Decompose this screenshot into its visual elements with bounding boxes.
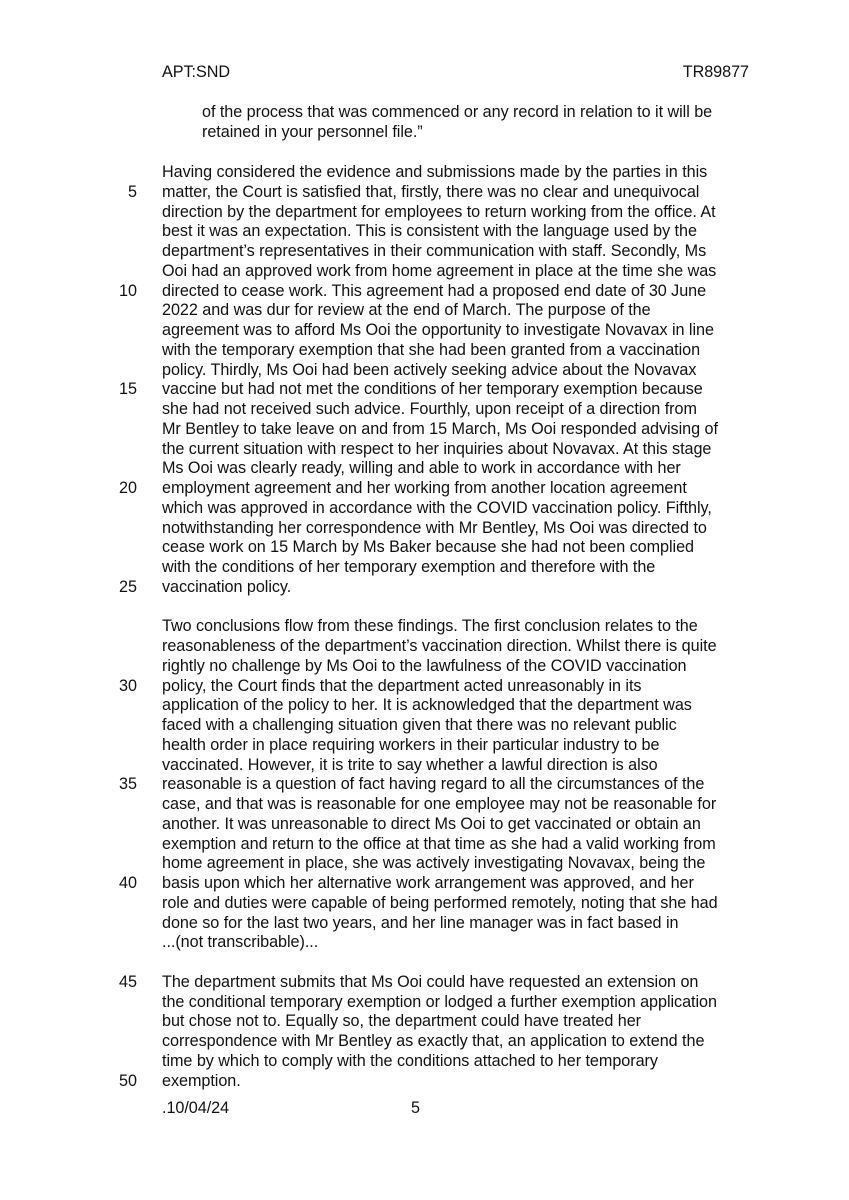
transcript-line: directed to cease work. This agreement had a proposed end date of 30 June: [162, 281, 707, 300]
transcript-line: notwithstanding her correspondence with Mr Bentley, Ms Ooi was directed to: [162, 518, 707, 537]
transcript-line: vaccine but had not met the conditions of her temporary exemption because: [162, 380, 703, 399]
transcript-line: The department submits that Ms Ooi could have requested an extension on: [162, 972, 699, 991]
transcript-line: exemption and return to the office at that time as she had a valid working from: [162, 834, 716, 853]
transcript-line: best it was an expectation. This is consistent with the language used by the: [162, 222, 697, 241]
line-number: 30: [118, 676, 137, 695]
header-case-code: APT:SND: [162, 63, 231, 81]
transcript-line: faced with a challenging situation given that there was no relevant public: [162, 716, 677, 734]
transcript-line: vaccinated. However, it is trite to say whether a lawful direction is also: [162, 755, 658, 774]
transcript-line: time by which to comply with the conditions attached to her temporary: [162, 1051, 658, 1070]
line-number: 10: [118, 281, 137, 300]
line-number: 35: [118, 775, 137, 794]
transcript-line: rightly no challenge by Ms Ooi to the lawfulness of the COVID vaccination: [162, 656, 687, 675]
page-number: 5: [411, 1099, 420, 1117]
transcript-line: Having considered the evidence and submissions made by the parties in this: [162, 163, 708, 181]
header-transcript-id: TR89877: [682, 63, 749, 81]
transcript-line: done so for the last two years, and her line manager was in fact based in: [162, 913, 679, 932]
transcript-line: reasonableness of the department’s vaccination direction. Whilst there is quite: [162, 637, 717, 655]
transcript-line: but chose not to. Equally so, the department could have treated her: [162, 1012, 641, 1031]
transcript-line: policy, the Court finds that the department acted unreasonably in its: [162, 676, 642, 695]
transcript-line: Ooi had an approved work from home agreement in place at the time she was: [162, 261, 717, 280]
line-number: 50: [118, 1071, 137, 1090]
transcript-line: with the conditions of her temporary exemption and therefore with the: [162, 558, 656, 576]
transcript-line: exemption.: [162, 1071, 241, 1090]
transcript-line: vaccination policy.: [162, 577, 292, 596]
transcript-line: employment agreement and her working from another location agreement: [162, 479, 687, 497]
transcript-line: policy. Thirdly, Ms Ooi had been actively seeking advice about the Novavax: [162, 360, 697, 379]
transcript-line: Ms Ooi was clearly ready, willing and able to work in accordance with her: [162, 459, 681, 478]
transcript-line: reasonable is a question of fact having regard to all the circumstances of the: [162, 775, 705, 794]
transcript-line: direction by the department for employees to return working from the office. At: [162, 202, 716, 221]
line-number: 20: [118, 479, 137, 497]
transcript-line: she had not received such advice. Fourthly, upon receipt of a direction from: [162, 400, 697, 418]
line-number: 25: [118, 577, 137, 596]
transcript-line: the conditional temporary exemption or lodged a further exemption application: [162, 992, 717, 1011]
transcript-line: health order in place requiring workers in their particular industry to be: [162, 735, 660, 754]
transcript-line: home agreement in place, she was actively investigating Novavax, being the: [162, 854, 706, 873]
transcript-line: cease work on 15 March by Ms Baker because she had not been complied: [162, 538, 694, 557]
transcript-line: basis upon which her alternative work arrangement was approved, and her: [162, 874, 694, 892]
quote-line: of the process that was commenced or any record in relation to it will be: [202, 103, 713, 121]
transcript-line: the current situation with respect to her inquiries about Novavax. At this stage: [162, 439, 712, 458]
transcript-line: role and duties were capable of being performed remotely, noting that she had: [162, 893, 718, 912]
line-number: 40: [118, 874, 137, 892]
transcript-line: another. It was unreasonable to direct Ms Ooi to get vaccinated or obtain an: [162, 814, 701, 833]
transcript-line: department’s representatives in their communication with staff. Secondly, Ms: [162, 242, 707, 260]
transcript-line: Two conclusions flow from these findings. The first conclusion relates to the: [162, 617, 698, 636]
transcript-line: ...(not transcribable)...: [162, 933, 319, 952]
transcript-line: matter, the Court is satisfied that, firstly, there was no clear and unequivocal: [162, 182, 700, 201]
transcript-line: which was approved in accordance with the COVID vaccination policy. Fifthly,: [162, 498, 712, 517]
line-number: 15: [118, 380, 137, 399]
transcript-line: correspondence with Mr Bentley as exactly that, an application to extend the: [162, 1032, 705, 1050]
footer-date: .10/04/24: [162, 1099, 230, 1117]
line-number: 5: [127, 182, 137, 201]
quote-line: retained in your personnel file.”: [202, 123, 423, 141]
line-number: 45: [118, 972, 137, 991]
transcript-line: agreement was to afford Ms Ooi the opportunity to investigate Novavax in line: [162, 321, 714, 339]
transcript-line: Mr Bentley to take leave on and from 15 March, Ms Ooi responded advising of: [162, 419, 718, 438]
transcript-line: application of the policy to her. It is acknowledged that the department was: [162, 696, 692, 715]
transcript-line: with the temporary exemption that she had been granted from a vaccination: [162, 340, 701, 359]
transcript-line: case, and that was is reasonable for one employee may not be reasonable for: [162, 795, 717, 813]
transcript-line: 2022 and was dur for review at the end of March. The purpose of the: [162, 301, 651, 320]
